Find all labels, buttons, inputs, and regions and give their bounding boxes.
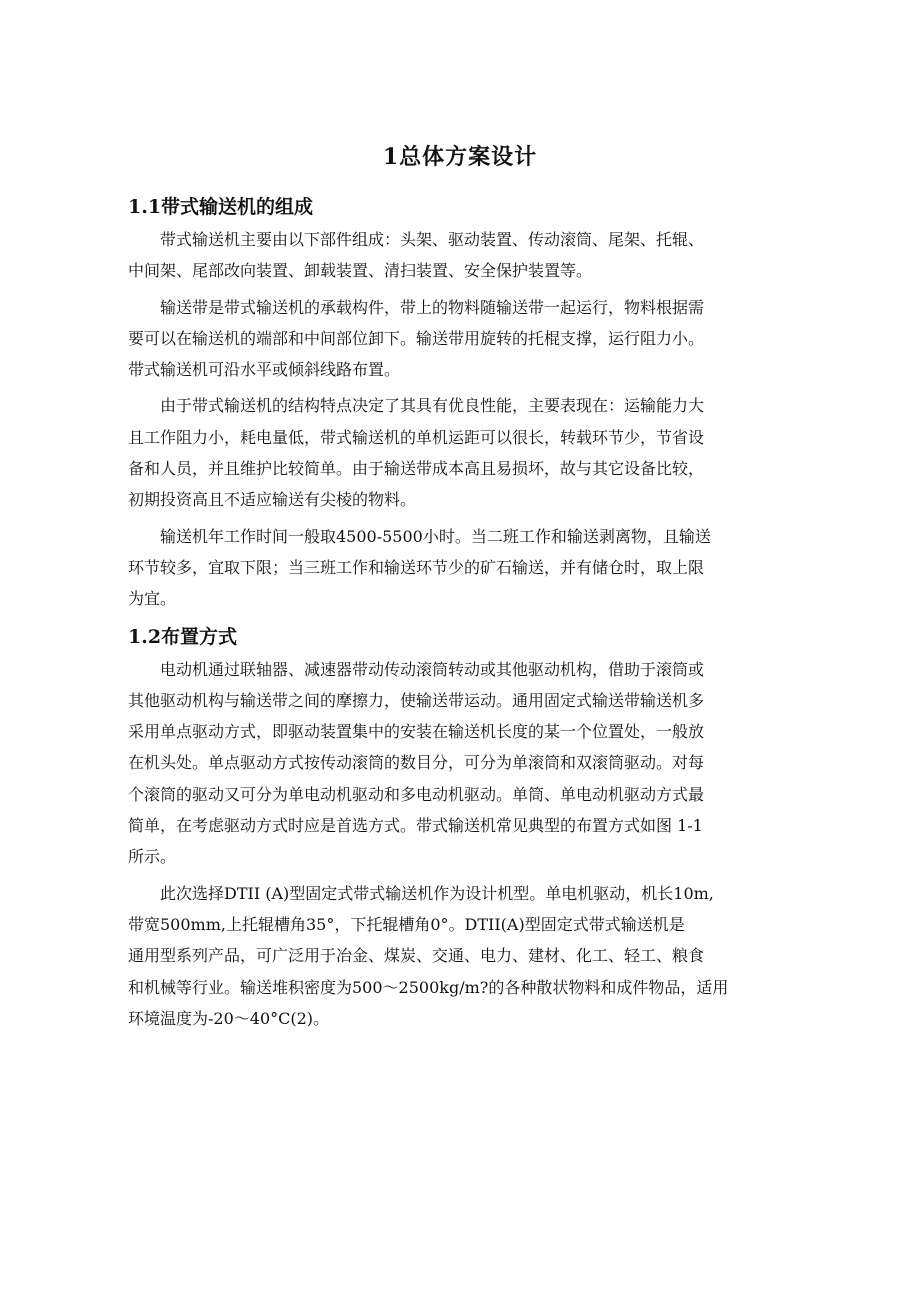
text-line: 且工作阻力小，耗电量低，带式输送机的单机运距可以很长，转载环节少，节省设 bbox=[128, 427, 705, 447]
paragraph bbox=[128, 521, 796, 615]
text-line: 中间架、尾部改向装置、卸载装置、清扫装置、安全保护装置等。 bbox=[128, 261, 593, 281]
text-line: 在机头处。单点驱动方式按传动滚筒的数目分，可分为单滚筒和双滚筒驱动。对每 bbox=[128, 753, 705, 773]
text-line: 输送带是带式输送机的承载构件，带上的物料随输送带一起运行，物料根据需 bbox=[160, 297, 705, 317]
document-body bbox=[128, 190, 796, 1039]
text-line: 此次选择DTII (A)型固定式带式输送机作为设计机型。单电机驱动，机长10m, bbox=[160, 883, 714, 903]
text-line: 带式输送机主要由以下部件组成：头架、驱动装置、传动滚筒、尾架、托辊、 bbox=[160, 230, 705, 249]
section-heading-1-1: 1.1带式输送机的组成 bbox=[128, 196, 314, 218]
text-line: 电动机通过联轴器、减速器带动传动滚筒转动或其他驱动机构，借助于滚筒或 bbox=[160, 659, 705, 679]
text-line: 初期投资高且不适应输送有尖棱的物料。 bbox=[128, 490, 417, 510]
text-line: 带宽500mm,上托辊槽角35°，下托辊槽角0°。DTII(A)型固定式带式输送机是 bbox=[128, 914, 685, 934]
text-line: 由于带式输送机的结构特点决定了其具有优良性能，主要表现在：运输能力大 bbox=[160, 396, 705, 416]
paragraph bbox=[128, 878, 796, 1034]
text-line: 环境温度为-20～40°C(2)。 bbox=[128, 1008, 330, 1028]
paragraph bbox=[128, 292, 796, 386]
text-line: 通用型系列产品，可广泛用于冶金、煤炭、交通、电力、建材、化工、轻工、粮食 bbox=[128, 946, 705, 966]
paragraph bbox=[128, 654, 796, 873]
text-line: 其他驱动机构与输送带之间的摩擦力，使输送带运动。通用固定式输送带输送机多 bbox=[128, 690, 705, 710]
document-title: 1总体方案设计 bbox=[382, 144, 538, 170]
text-line: 简单，在考虑驱动方式时应是首选方式。带式输送机常见典型的布置方式如图 1-1 bbox=[128, 816, 703, 836]
text-line: 所示。 bbox=[128, 847, 177, 867]
paragraph bbox=[128, 390, 796, 515]
text-line: 个滚筒的驱动又可分为单电动机驱动和多电动机驱动。单筒、单电动机驱动方式最 bbox=[128, 784, 705, 804]
text-line: 带式输送机可沿水平或倾斜线路布置。 bbox=[128, 360, 401, 380]
text-line: 输送机年工作时间一般取4500-5500小时。当二班工作和输送剥离物，且输送 bbox=[160, 526, 711, 546]
paragraph bbox=[128, 224, 796, 287]
text-line: 环节较多，宜取下限；当三班工作和输送环节少的矿石输送，并有储仓时，取上限 bbox=[128, 557, 705, 577]
text-line: 采用单点驱动方式，即驱动装置集中的安装在输送机长度的某一个位置处，一般放 bbox=[128, 722, 705, 742]
section-heading-1-2: 1.2布置方式 bbox=[128, 625, 238, 648]
text-line: 要可以在输送机的端部和中间部位卸下。输送带用旋转的托棍支撑，运行阻力小。 bbox=[128, 328, 705, 348]
text-line: 备和人员，并且维护比较简单。由于输送带成本高且易损坏，故与其它设备比较， bbox=[128, 459, 705, 479]
text-line: 为宜。 bbox=[128, 589, 177, 609]
text-line: 和机械等行业。输送堆积密度为500～2500kg/m?的各种散状物料和成件物品，适用 bbox=[128, 977, 729, 997]
